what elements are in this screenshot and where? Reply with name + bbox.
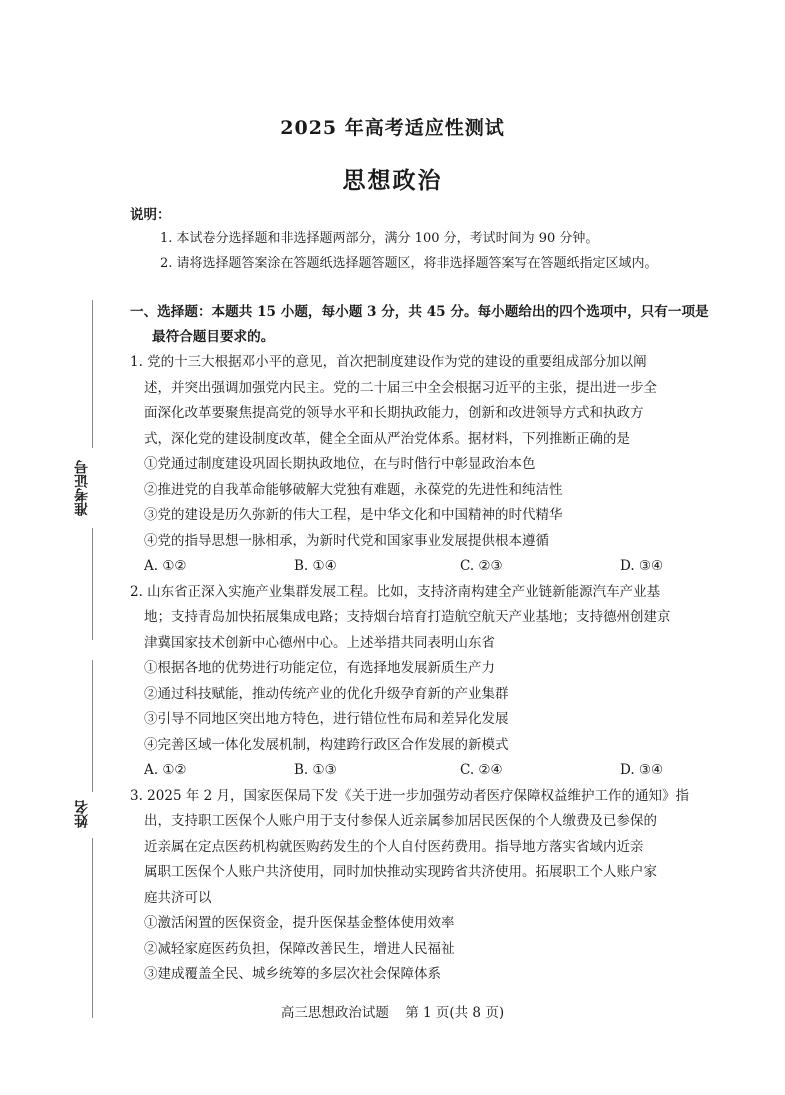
question-text-line: 式，深化党的建设制度改革，健全全面从严治党体系。据材料，下列推断正确的是 (144, 430, 630, 447)
statement-option: ③引导不同地区突出地方特色，进行错位性布局和差异化发展 (144, 711, 509, 727)
question-text-line: 出，支持职工医保个人账户用于支付参保人近亲属参加居民医保的个人缴费及已参保的 (144, 813, 657, 829)
question-2 (130, 580, 726, 784)
binding-line (92, 838, 93, 1018)
section-heading (130, 300, 726, 350)
statement-option: ④党的指导思想一脉相承，为新时代党和国家事业发展提供根本遵循 (144, 532, 549, 549)
statement-option: ①激活闲置的医保资金，提升医保基金整体使用效率 (144, 915, 455, 931)
page-footer (0, 1001, 785, 1021)
question-text-line: 庭共济可以 (144, 889, 212, 906)
question-text-line: 3. 2025 年 2 月，国家医保局下发《关于进一步加强劳动者医疗保障权益维护工作的通知》指 (130, 787, 689, 804)
statement-option: ③建成覆盖全民、城乡统筹的多层次社会保障体系 (144, 966, 441, 982)
statement-option: ④完善区域一体化发展机制，构建跨行政区合作发展的新模式 (144, 736, 509, 753)
choice-c: C. ②③ (460, 558, 503, 574)
question-3 (130, 784, 726, 988)
instruction-item: 2. 请将选择题答案涂在答题纸选择题答题区，将非选择题答案写在答题纸指定区域内。 (160, 256, 658, 271)
choice-d: D. ③④ (620, 762, 664, 778)
name-label: 姓名 (74, 800, 90, 828)
binding-line (92, 660, 93, 792)
footer-paper-name: 高三思想政治试题 (280, 1005, 389, 1021)
question-1 (130, 350, 726, 580)
question-text-line: 面深化改革要聚焦提高党的领导水平和长期执政能力，创新和改进领导方式和执政方 (144, 405, 644, 421)
choice-a: A. ①② (144, 558, 187, 574)
binding-line (92, 528, 93, 640)
statement-option: ③党的建设是历久弥新的伟大工程，是中华文化和中国精神的时代精华 (144, 507, 563, 523)
choice-c: C. ②④ (460, 762, 503, 778)
question-text-line: 近亲属在定点医药机构就医购药发生的个人自付医药费用。指导地方落实省域内近亲 (144, 838, 644, 855)
question-text-line: 地；支持青岛加快拓展集成电路；支持烟台培育打造航空航天产业基地；支持德州创建京 (144, 609, 671, 625)
question-text-line: 述，并突出强调加强党内民主。党的二十届三中全会根据习近平的主张，提出进一步全 (144, 379, 657, 396)
footer-page-info: 第 1 页(共 8 页) (405, 1005, 505, 1021)
instructions-heading: 说明： (130, 207, 171, 223)
choice-a: A. ①② (144, 762, 187, 778)
instruction-item: 1. 本试卷分选择题和非选择题两部分，满分 100 分，考试时间为 90 分钟。 (160, 231, 599, 246)
question-text-line: 津冀国家技术创新中心德州中心。上述举措共同表明山东省 (144, 634, 495, 651)
exam-number-label: 准考证号 (74, 460, 90, 516)
question-text-line: 属职工医保个人账户共济使用，同时加快推动实现跨省共济使用。拓展职工个人账户家 (144, 864, 657, 880)
section-heading-line: 一、选择题：本题共 15 小题，每小题 3 分，共 45 分。每小题给出的四个选项中，只有一项是 (130, 304, 709, 320)
question-text-line: 1. 党的十三大根据邓小平的意见，首次把制度建设作为党的建设的重要组成部分加以阐 (130, 354, 647, 370)
subject-title: 思想政治 (342, 167, 443, 194)
answer-choices (130, 758, 726, 784)
choice-b: B. ①③ (294, 762, 337, 778)
question-area (130, 300, 726, 988)
exam-title: 2025 年高考适应性测试 (280, 117, 505, 139)
instructions (130, 204, 740, 276)
statement-option: ②通过科技赋能，推动传统产业的优化升级孕育新的产业集群 (144, 685, 509, 702)
statement-option: ①根据各地的优势进行功能定位，有选择地发展新质生产力 (144, 660, 495, 676)
statement-option: ②推进党的自我革命能够破解大党独有难题，永葆党的先进性和纯洁性 (144, 481, 563, 498)
section-heading-line: 最符合题目要求的。 (152, 329, 275, 345)
statement-option: ②减轻家庭医药负担，保障改善民生，增进人民福祉 (144, 940, 455, 957)
question-text-line: 2. 山东省正深入实施产业集群发展工程。比如，支持济南构建全产业链新能源汽车产业基 (130, 583, 661, 600)
statement-option: ①党通过制度建设巩固长期执政地位，在与时偕行中彰显政治本色 (144, 456, 536, 472)
choice-b: B. ①④ (294, 558, 337, 574)
answer-choices (130, 554, 726, 580)
binding-line (92, 300, 93, 448)
choice-d: D. ③④ (620, 558, 664, 574)
